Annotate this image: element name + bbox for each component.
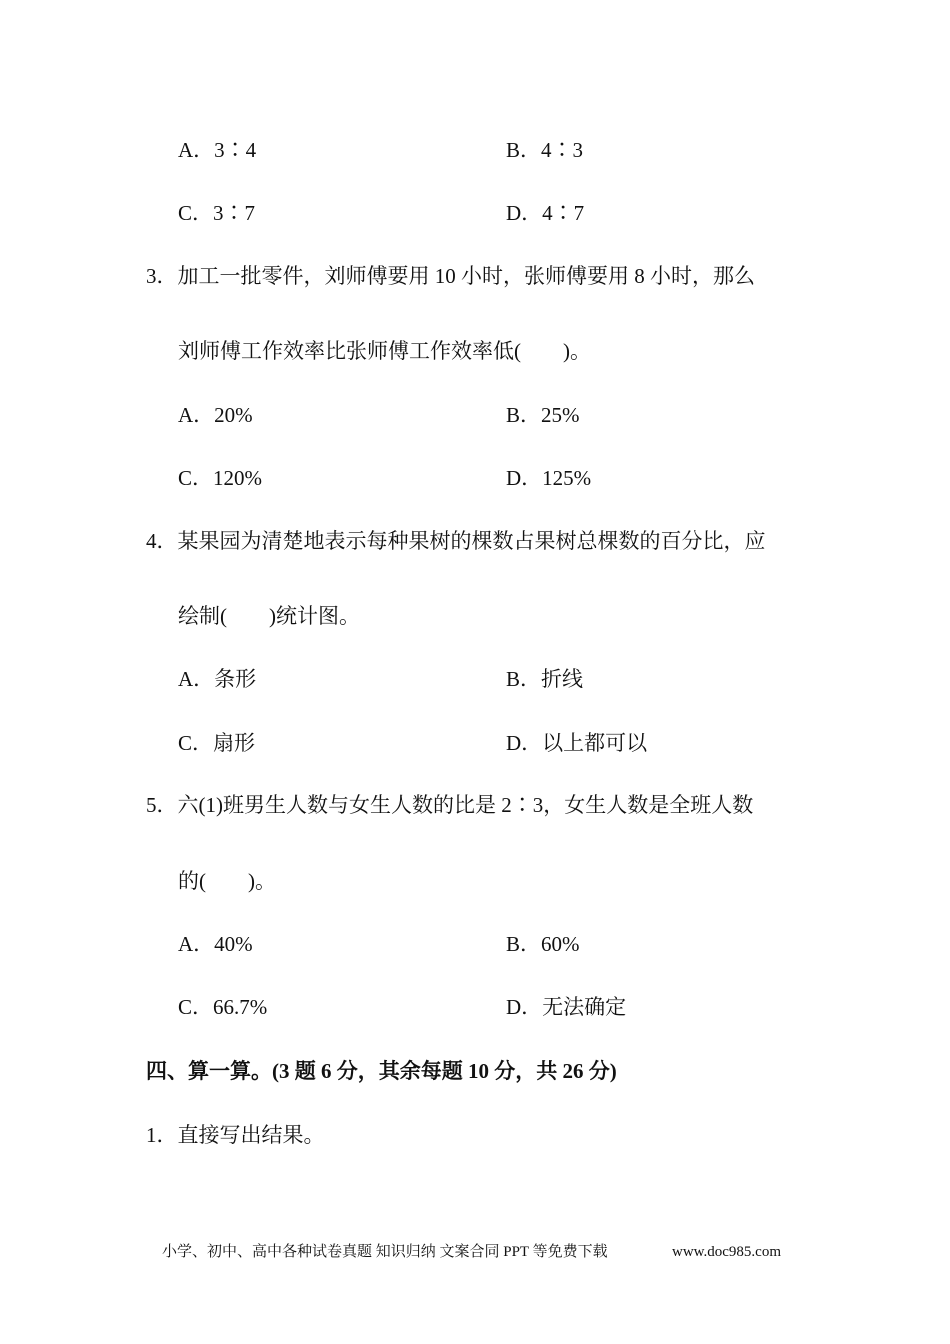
q4-option-c: C．扇形 (178, 731, 256, 755)
q5-text-line1: 5．六(1)班男生人数与女生人数的比是 2∶3，女生人数是全班人数 (146, 793, 754, 817)
q4-option-d: D．以上都可以 (506, 731, 648, 755)
q3-option-b: B．25% (506, 403, 580, 427)
q2-option-a: A．3∶4 (178, 138, 257, 162)
q2-option-b: B．4∶3 (506, 138, 584, 162)
section4-q1-text: 1．直接写出结果。 (146, 1123, 325, 1147)
q4-option-a: A．条形 (178, 667, 257, 691)
q3-option-c: C．120% (178, 466, 262, 490)
q5-option-c: C．66.7% (178, 995, 268, 1019)
section-heading: 四、算一算。(3 题 6 分，其余每题 10 分，共 26 分) (146, 1059, 617, 1083)
q5-option-d: D．无法确定 (506, 995, 627, 1019)
q3-option-a: A．20% (178, 403, 253, 427)
q2-option-c: C．3∶7 (178, 201, 256, 225)
q5-text-line2: 的( )。 (178, 869, 276, 893)
footer-ad-text: 小学、初中、高中各种试卷真题 知识归纳 文案合同 PPT 等免费下载 (162, 1244, 608, 1260)
q3-text-line1: 3．加工一批零件，刘师傅要用 10 小时，张师傅要用 8 小时，那么 (146, 264, 755, 288)
q3-text-line2: 刘师傅工作效率比张师傅工作效率低( )。 (178, 339, 591, 363)
q5-option-a: A．40% (178, 932, 253, 956)
q3-option-d: D．125% (506, 466, 592, 490)
q5-option-b: B．60% (506, 932, 580, 956)
q4-text-line2: 绘制( )统计图。 (178, 604, 360, 628)
footer-website-link[interactable]: www.doc985.com (672, 1244, 782, 1260)
q4-text-line1: 4．某果园为清楚地表示每种果树的棵数占果树总棵数的百分比，应 (146, 529, 766, 553)
q4-option-b: B．折线 (506, 667, 584, 691)
q2-option-d: D．4∶7 (506, 201, 585, 225)
